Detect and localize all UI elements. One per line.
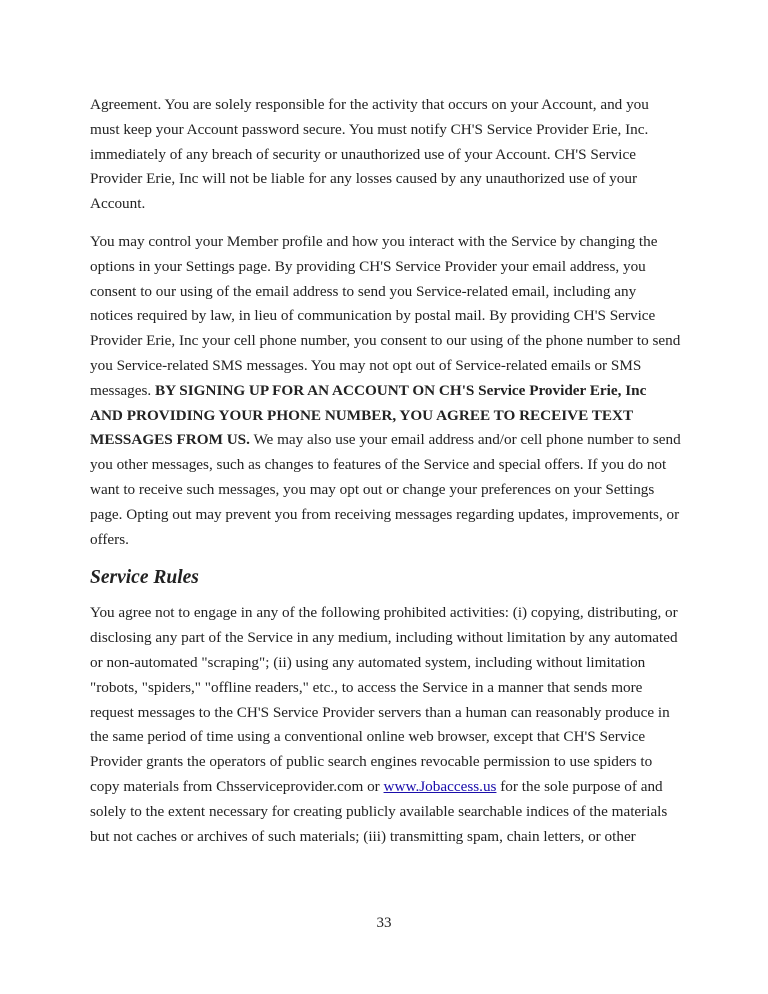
jobaccess-link[interactable]: www.Jobaccess.us bbox=[383, 777, 497, 795]
rules-text-after: for the sole purpose of and solely to the extent necessary for creating publicly available searchable indices of the materials but not caches or archives of such materials; (iii) transmitting spam, chain letters, or other bbox=[90, 777, 668, 845]
service-rules-heading: Service Rules bbox=[90, 567, 199, 589]
profile-text-before: You may control your Member profile and how you interact with the Service by changing the options in your Settings page. By providing CH'S Service Provider your email address, you consent to our using of the email address to send you Service-related email, including any notices required by law, in lieu of communication by postal mail. By providing CH'S Service Provider Erie, Inc your cell phone number, you consent to our using of the phone number to send you Service-related SMS messages. You may not opt out of Service-related emails or SMS messages. bbox=[90, 232, 681, 399]
page-number: 33 bbox=[376, 915, 392, 931]
member-profile-paragraph bbox=[90, 230, 682, 552]
rules-text-before: You agree not to engage in any of the following prohibited activities: (i) copying, distributing, or disclosing any part of the Service in any medium, including without limitation by any automated or non-automated "scraping"; (ii) using any automated system, including without limitation "robots, "spiders," "offline readers," etc., to access the Service in a manner that sends more request messages to the CH'S Service Provider servers than a human can reasonably produce in the same period of time using a conventional online web browser, except that CH'S Service Provider grants the operators of public search engines revocable permission to use spiders to copy materials from Chsserviceprovider.com or bbox=[90, 604, 678, 795]
profile-text-after: We may also use your email address and/or cell phone number to send you other messages, such as changes to features of the Service and special offers. If you do not want to receive such messages, you may opt out or change your preferences on your Settings page. Opting out may prevent you from receiving messages regarding updates, improvements, or offers. bbox=[90, 431, 681, 548]
sms-consent-bold-text: BY SIGNING UP FOR AN ACCOUNT ON CH'S Service Provider Erie, Inc AND PROVIDING YOUR PHONE NUMBER, YOU AGREE TO RECEIVE TEXT MESSAGES FROM US. bbox=[90, 381, 647, 449]
service-rules-paragraph bbox=[90, 601, 682, 849]
account-responsibility-paragraph: Agreement. You are solely responsible for the activity that occurs on your Account, and you must keep your Account password secure. You must notify CH'S Service Provider Erie, Inc. immediately of any breach of security or unauthorized use of your Account. CH'S Service Provider Erie, Inc will not be liable for any losses caused by any unauthorized use of your Account. bbox=[90, 96, 649, 213]
document-page bbox=[90, 93, 682, 862]
